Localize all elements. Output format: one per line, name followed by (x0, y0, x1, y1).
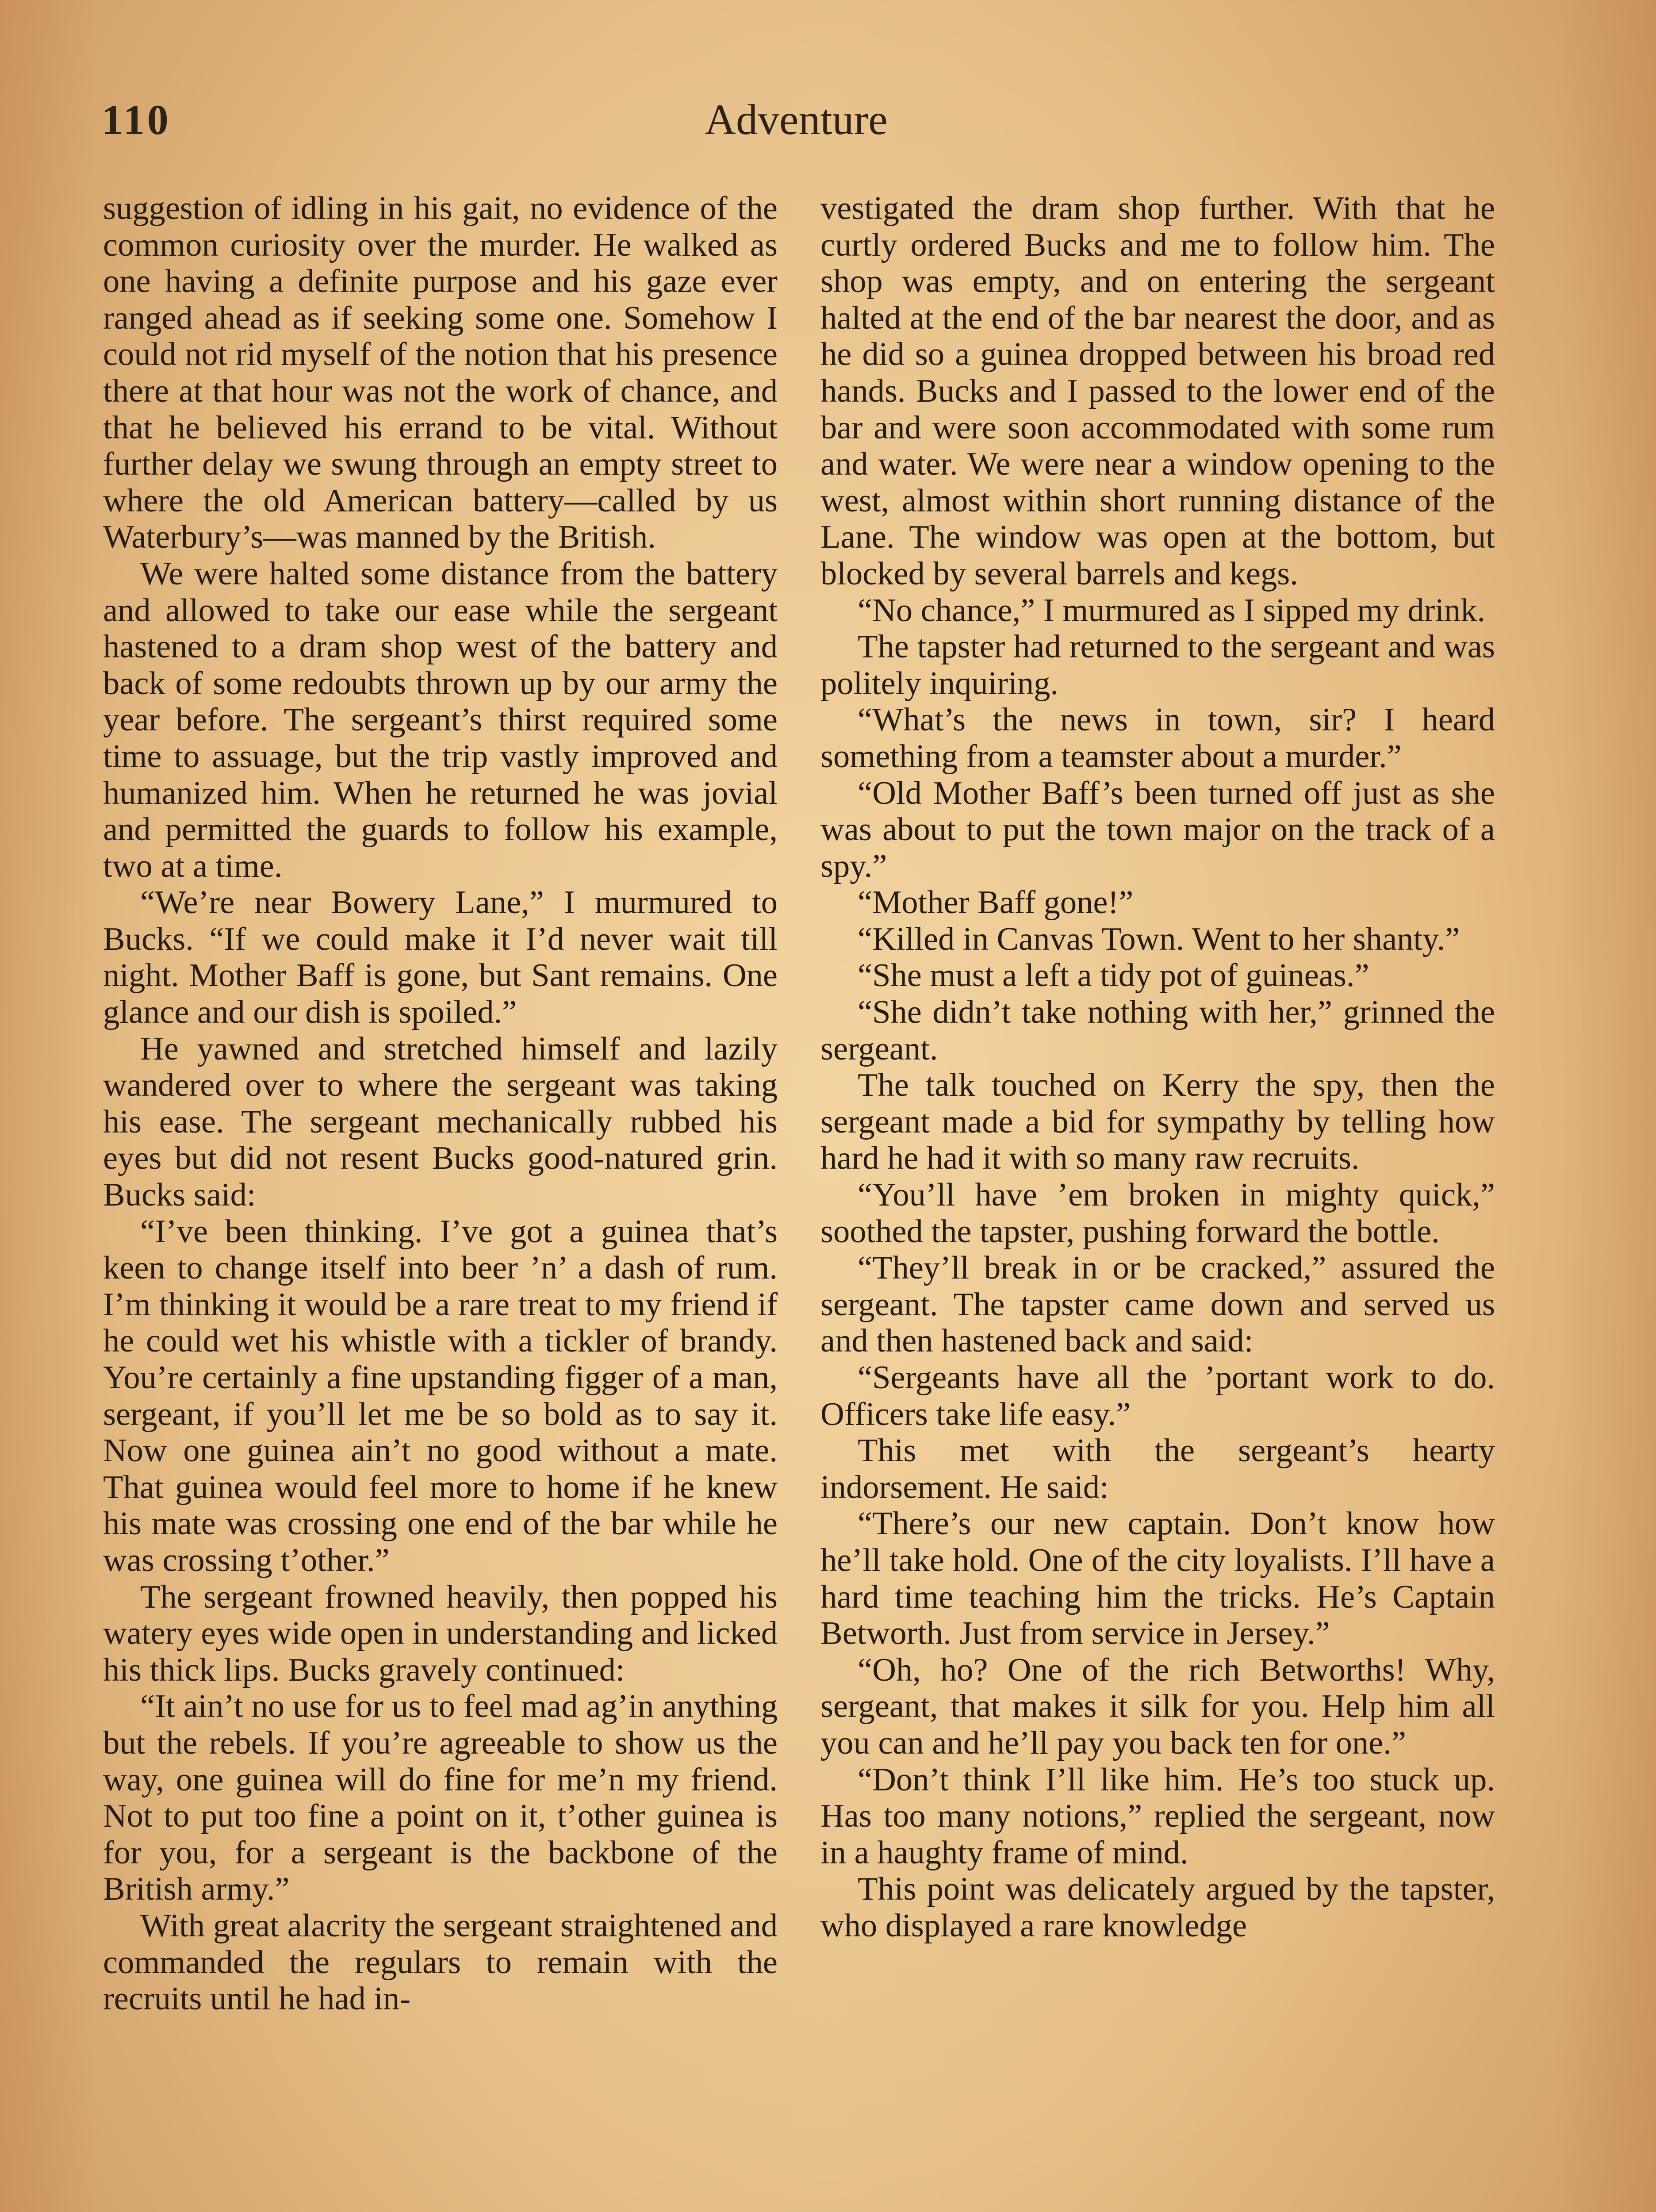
paragraph: “Killed in Canvas Town. Went to her shanty.” (858, 921, 1460, 957)
paragraph: The tapster had returned to the sergeant and was politely inquiring. (820, 629, 1495, 702)
paragraph: This point was delicately argued by the tapster, who displayed a rare knowledge (820, 1871, 1495, 1944)
paragraph: “She must a left a tidy pot of guineas.” (858, 957, 1369, 994)
paragraph: “She didn’t take nothing with her,” grinned the sergeant. (820, 994, 1495, 1067)
paragraph: vestigated the dram shop further. With that he curtly ordered Bucks and me to follow him. The shop was empty, and on entering the sergeant halted at the end of the bar nearest the door, and as he did so a guinea dropped between his broad red hands. Bucks and I passed to the lower end of the bar and were soon accommodated with some rum and water. We were near a window opening to the west, almost within short running distance of the Lane. The window was open at the bottom, but blocked by several barrels and kegs. (820, 190, 1495, 592)
running-title: Adventure (705, 96, 888, 144)
paragraph: “Oh, ho? One of the rich Betworths! Why, sergeant, that makes it silk for you. Help him all you can and he’ll pay you back ten for one.” (820, 1651, 1495, 1761)
paragraph: “They’ll break in or be cracked,” assured the sergeant. The tapster came down and served us and then hastened back and said: (820, 1250, 1495, 1359)
paragraph: “It ain’t no use for us to feel mad ag’in anything but the rebels. If you’re agreeable to show us the way, one guinea will do fine for me’n my friend. Not to put too fine a point on it, t’other guinea is for you, for a sergeant is the backbone of the British army.” (103, 1688, 778, 1908)
paragraph: “What’s the news in town, sir? I heard something from a teamster about a murder.” (820, 702, 1495, 775)
paragraph: “Sergeants have all the ’portant work to do. Officers take life easy.” (820, 1359, 1495, 1432)
paragraph: With great alacrity the sergeant straightened and commanded the regulars to remain with the recruits until he had in- (103, 1907, 778, 2017)
paragraph: “Mother Baff gone!” (858, 884, 1134, 921)
paragraph: “No chance,” I murmured as I sipped my drink. (858, 592, 1486, 629)
paragraph: This met with the sergeant’s hearty indorsement. He said: (820, 1432, 1495, 1505)
paragraph: “Old Mother Baff’s been turned off just as she was about to put the town major on the track of a spy.” (820, 775, 1495, 884)
paragraph: “We’re near Bowery Lane,” I murmured to Bucks. “If we could make it I’d never wait till night. Mother Baff is gone, but Sant remains. One glance and our dish is spoiled.” (103, 884, 778, 1031)
paragraph: “Don’t think I’ll like him. He’s too stuck up. Has too many notions,” replied the sergeant, now in a haughty frame of mind. (820, 1761, 1495, 1871)
paragraph: He yawned and stretched himself and lazily wandered over to where the sergeant was taking his ease. The sergeant mechanically rubbed his eyes but did not resent Bucks good-natured grin. Bucks said: (103, 1030, 778, 1214)
paragraph: suggestion of idling in his gait, no evidence of the common curiosity over the murder. He walked as one having a definite purpose and his gaze ever ranged ahead as if seeking some one. Somehow I could not rid myself of the notion that his presence there at that hour was not the work of chance, and that he believed his errand to be vital. Without further delay we swung through an empty street to where the old American battery—called by us Waterbury’s—was manned by the British. (103, 190, 778, 556)
left-column (103, 190, 778, 2017)
right-column (820, 190, 1495, 1944)
page-number: 110 (102, 96, 171, 143)
page-header (102, 95, 1491, 157)
paragraph: “You’ll have ’em broken in mighty quick,” soothed the tapster, pushing forward the bottle. (820, 1177, 1495, 1250)
paragraph: The sergeant frowned heavily, then popped his watery eyes wide open in understanding and licked his thick lips. Bucks gravely continued: (103, 1578, 778, 1688)
paragraph: The talk touched on Kerry the spy, then the sergeant made a bid for sympathy by telling how hard he had it with so many raw recruits. (820, 1067, 1495, 1177)
paragraph: “I’ve been thinking. I’ve got a guinea that’s keen to change itself into beer ’n’ a dash of rum. I’m thinking it would be a rare treat to my friend if he could wet his whistle with a tickler of brandy. You’re certainly a fine upstanding figger of a man, sergeant, if you’ll let me be so bold as to say it. Now one guinea ain’t no good without a mate. That guinea would feel more to home if he knew his mate was crossing one end of the bar while he was crossing t’other.” (103, 1213, 778, 1578)
paragraph: “There’s our new captain. Don’t know how he’ll take hold. One of the city loyalists. I’ll have a hard time teaching him the tricks. He’s Captain Betworth. Just from service in Jersey.” (820, 1505, 1495, 1652)
paragraph: We were halted some distance from the battery and allowed to take our ease while the sergeant hastened to a dram shop west of the battery and back of some redoubts thrown up by our army the year before. The sergeant’s thirst required some time to assuage, but the trip vastly improved and humanized him. When he returned he was jovial and permitted the guards to follow his example, two at a time. (103, 555, 778, 884)
